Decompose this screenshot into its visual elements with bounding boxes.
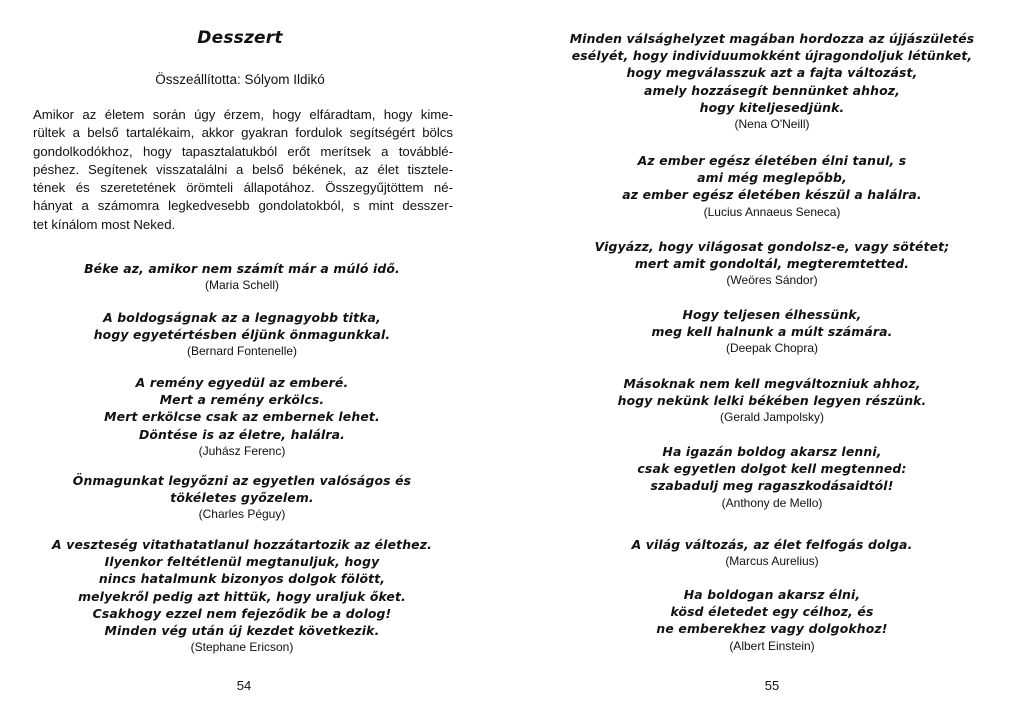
page-title: Desszert — [197, 28, 283, 48]
quote-line: Minden válsághelyzet magában hordozza az újjászületés — [569, 31, 975, 46]
intro-line: tének és szeretetének örömteli állapotához. Összegyűjtöttem né- — [33, 180, 453, 196]
quote-line: nincs hatalmunk bizonyos dolgok fölött, — [98, 571, 386, 587]
quote-line: csak egyetlen dolgot kell megtenned: — [637, 461, 907, 477]
quote-line: amely hozzásegít bennünket ahhoz, — [644, 82, 900, 98]
quote-line: ne emberekhez vagy dolgokhoz! — [656, 621, 888, 637]
quote-line: A világ változás, az élet felfogás dolga. — [631, 537, 913, 552]
quote-block — [512, 536, 1024, 569]
quote-line: Béke az, amikor nem számít már a múló idő. — [84, 261, 400, 276]
intro-line: Amikor az életem során úgy érzem, hogy elfáradtam, hogy kime- — [33, 107, 453, 122]
quote-line: hogy megválasszuk azt a fajta változást, — [626, 65, 918, 81]
intro-line: hányat a számomra legkedvesebb gondolatokból, s mint desszer- — [33, 198, 453, 214]
intro-line: tet kínálom most Neked. — [33, 216, 176, 232]
quote-block — [0, 309, 484, 359]
quote-block — [0, 374, 484, 459]
quote-line: Ha igazán boldog akarsz lenni, — [662, 444, 882, 459]
quote-line: meg kell halnunk a múlt számára. — [651, 324, 893, 340]
quote-line: Vigyázz, hogy világosat gondolsz-e, vagy sötétet; — [594, 239, 950, 254]
quote-line: az ember egész életében készül a halálra. — [622, 187, 922, 203]
quote-line: hogy kiteljesedjünk. — [699, 99, 845, 115]
quote-line: Ilyenkor feltétlenül megtanuljuk, hogy — [104, 554, 380, 570]
intro-paragraph — [33, 106, 453, 234]
quote-line: Az ember egész életében élni tanul, s — [637, 153, 907, 168]
right-page — [512, 0, 1024, 712]
quote-block — [512, 238, 1024, 288]
quote-line: Döntése is az életre, halálra. — [138, 426, 346, 442]
quote-block — [0, 472, 484, 522]
quote-author: (Anthony de Mello) — [721, 495, 823, 510]
quote-block — [0, 536, 484, 655]
intro-line: rültek a belső tartalékaim, akkor gyakran fordulok segítségért bölcs — [33, 125, 453, 141]
quote-line: A boldogságnak az a legnagyobb titka, — [103, 310, 381, 325]
quote-line: mert amit gondoltál, megteremtetted. — [634, 256, 910, 272]
quote-line: Mert erkölcse csak az embernek lehet. — [104, 409, 380, 425]
quote-block — [512, 586, 1024, 654]
page-number: 54 — [236, 678, 252, 693]
page-number: 55 — [764, 678, 780, 693]
quote-author: (Marcus Aurelius) — [725, 554, 819, 569]
quote-line: Ha boldogan akarsz élni, — [683, 587, 861, 602]
quote-line: hogy nekünk lelki békében legyen részünk. — [617, 393, 927, 409]
quote-author: (Lucius Annaeus Seneca) — [703, 204, 841, 219]
quote-line: A remény egyedül az emberé. — [135, 375, 349, 390]
quote-author: (Bernard Fontenelle) — [186, 344, 298, 359]
quote-line: Másoknak nem kell megváltozniuk ahhoz, — [623, 376, 921, 391]
quote-line: Hogy teljesen élhessünk, — [682, 307, 862, 322]
intro-line: gondolkodókhoz, hogy tapasztalatukból erőt merítsek a továbblé- — [33, 143, 453, 159]
quote-line: Minden vég után új kezdet következik. — [104, 623, 380, 639]
quote-block — [0, 260, 484, 293]
quote-line: kösd életedet egy célhoz, és — [670, 604, 874, 620]
quote-line: Csakhogy ezzel nem fejeződik be a dolog! — [92, 605, 392, 621]
quote-line: ami még meglepőbb, — [697, 170, 847, 186]
quote-line: Önmagunkat legyőzni az egyetlen valóságos és — [72, 473, 412, 488]
quote-block — [512, 152, 1024, 220]
quote-block — [512, 375, 1024, 425]
quote-line: hogy egyetértésben éljünk önmagunkkal. — [93, 327, 391, 343]
quote-author: (Stephane Ericson) — [190, 640, 294, 655]
quote-block — [512, 306, 1024, 356]
compiler-credit: Összeállította: Sólyom Ildikó — [155, 72, 325, 87]
quote-author: (Gerald Jampolsky) — [719, 410, 825, 425]
quote-line: tökéletes győzelem. — [170, 490, 314, 506]
quote-block — [512, 443, 1024, 511]
quote-author: (Weöres Sándor) — [726, 273, 818, 288]
quote-author: (Juhász Ferenc) — [198, 443, 286, 458]
quote-line: Mert a remény erkölcs. — [159, 392, 325, 408]
quote-author: (Deepak Chopra) — [725, 341, 819, 356]
quote-author: (Albert Einstein) — [729, 638, 815, 653]
quote-line: esélyét, hogy individuumokként újragondoljuk létünket, — [571, 48, 973, 64]
quote-line: A veszteség vitathatatlanul hozzátartozik az élethez. — [52, 537, 432, 552]
quote-line: melyekről pedig azt hittük, hogy uraljuk őket. — [78, 588, 406, 604]
quote-author: (Maria Schell) — [204, 278, 279, 293]
quote-author: (Charles Péguy) — [198, 507, 286, 522]
quote-block — [512, 30, 1024, 132]
intro-line: péshez. Segítenek visszatalálni a belső békének, az élet tisztele- — [33, 161, 453, 177]
quote-line: szabadulj meg ragaszkodásaidtól! — [650, 478, 894, 494]
quote-author: (Nena O'Neill) — [734, 117, 810, 132]
